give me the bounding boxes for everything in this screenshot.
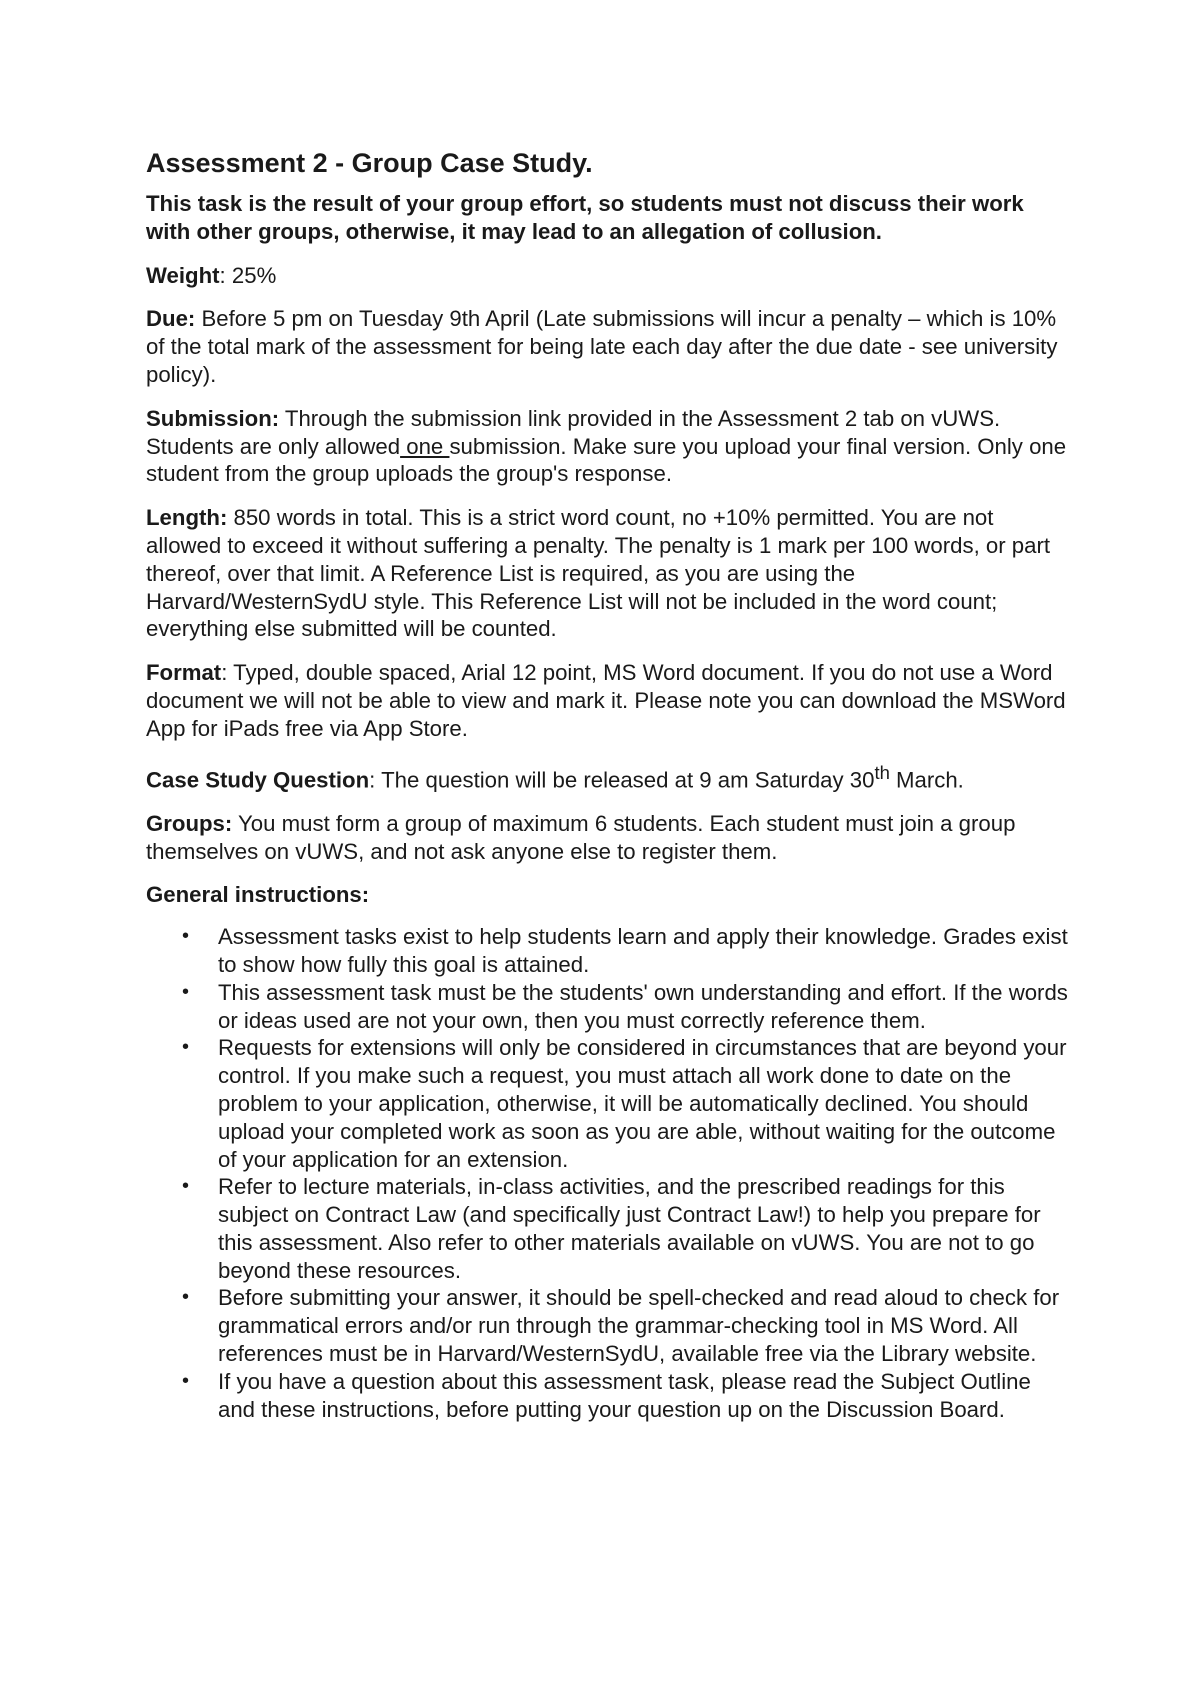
length-label: Length:: [146, 505, 228, 531]
list-item: [146, 1368, 1071, 1424]
bullet-icon: •: [182, 1369, 190, 1392]
case-study-value: : The question will be released at 9 am Saturday 30: [369, 766, 875, 792]
format-value: : Typed, double spaced, Arial 12 point, MS Word document. If you do not use a Word document we will not be able to view and mark it. Please note you can download the MSWord App for iPads free via App Store.: [146, 660, 1066, 741]
list-item: [146, 923, 1071, 979]
due-value: Before 5 pm on Tuesday 9th April (Late submissions will incur a penalty – which is 10% of the total mark of the assessment for being late each day after the due date - see university policy).: [146, 306, 1058, 387]
submission-text-2: submission. Make sure you upload your final version. Only one student from the group uploads the group's response.: [146, 433, 1067, 487]
general-instructions-heading: General instructions:: [146, 882, 370, 908]
submission-line: [146, 405, 1071, 488]
groups-label: Groups:: [146, 810, 233, 836]
bullet-icon: •: [182, 980, 190, 1003]
list-item: [146, 979, 1071, 1035]
list-item: [146, 1034, 1071, 1173]
list-item-text: Before submitting your answer, it should be spell-checked and read aloud to check for grammatical errors and/or run through the grammar-checking tool in MS Word. All references must be in Harvard/WesternSydU, available free via the Library website.: [218, 1285, 1060, 1367]
submission-underlined-one: one: [400, 433, 450, 459]
weight-separator: :: [219, 262, 232, 288]
case-study-ordinal: th: [874, 761, 890, 783]
list-item: [146, 1173, 1071, 1284]
submission-label: Submission:: [146, 405, 280, 431]
document-title: Assessment 2 - Group Case Study.: [146, 148, 593, 178]
list-item: [146, 1284, 1071, 1367]
groups-value: You must form a group of maximum 6 students. Each student must join a group themselves on vUWS, and not ask anyone else to register them.: [146, 810, 1016, 864]
general-instructions-list: [146, 923, 1071, 1423]
list-item-text: Requests for extensions will only be considered in circumstances that are beyond your control. If you make such a request, you must attach all work done to date on the problem to your application, otherwise, it will be automatically declined. You should upload your completed work as soon as you are able, without waiting for the outcome of your application for an extension.: [218, 1035, 1067, 1172]
document-page: [146, 140, 1071, 1423]
list-item-text: Refer to lecture materials, in-class activities, and the prescribed readings for this subject on Contract Law (and specifically just Contract Law!) to help you prepare for this assessment. Also refer to other materials available on vUWS. You are not to go beyond these resources.: [218, 1174, 1041, 1283]
length-value: 850 words in total. This is a strict word count, no +10% permitted. You are not allowed to exceed it without suffering a penalty. The penalty is 1 mark per 100 words, or part thereof, over that limit. A Reference List is required, as you are using the Harvard/WesternSydU style. This Reference List will not be included in the word count; everything else submitted will be counted.: [146, 505, 1051, 642]
list-item-text: This assessment task must be the students' own understanding and effort. If the words or ideas used are not your own, then you must correctly reference them.: [218, 979, 1068, 1033]
weight-value: 25%: [231, 262, 277, 288]
case-study-label: Case Study Question: [146, 766, 370, 792]
list-item-text: Assessment tasks exist to help students learn and apply their knowledge. Grades exist to show how fully this goal is attained.: [218, 924, 1068, 977]
groups-line: [146, 810, 1071, 866]
collusion-warning: This task is the result of your group effort, so students must not discuss their work with other groups, otherwise, it may lead to an allegation of collusion.: [146, 191, 1024, 244]
due-line: [146, 305, 1071, 388]
due-label: Due:: [146, 306, 196, 332]
bullet-icon: •: [182, 1175, 190, 1198]
submission-text-1: Through the submission link provided in the Assessment 2 tab on vUWS. Students are only allowed: [146, 405, 1001, 459]
length-line: [146, 504, 1071, 643]
bullet-icon: •: [182, 925, 190, 948]
format-line: [146, 659, 1071, 742]
bullet-icon: •: [182, 1286, 190, 1309]
case-study-line: [146, 759, 1071, 794]
list-item-text: If you have a question about this assessment task, please read the Subject Outline and these instructions, before putting your question up on the Discussion Board.: [218, 1368, 1031, 1422]
format-label: Format: [146, 660, 222, 686]
weight-label: Weight: [146, 262, 220, 288]
weight-line: [146, 262, 1071, 290]
case-study-tail: March.: [889, 766, 964, 792]
bullet-icon: •: [182, 1036, 190, 1059]
